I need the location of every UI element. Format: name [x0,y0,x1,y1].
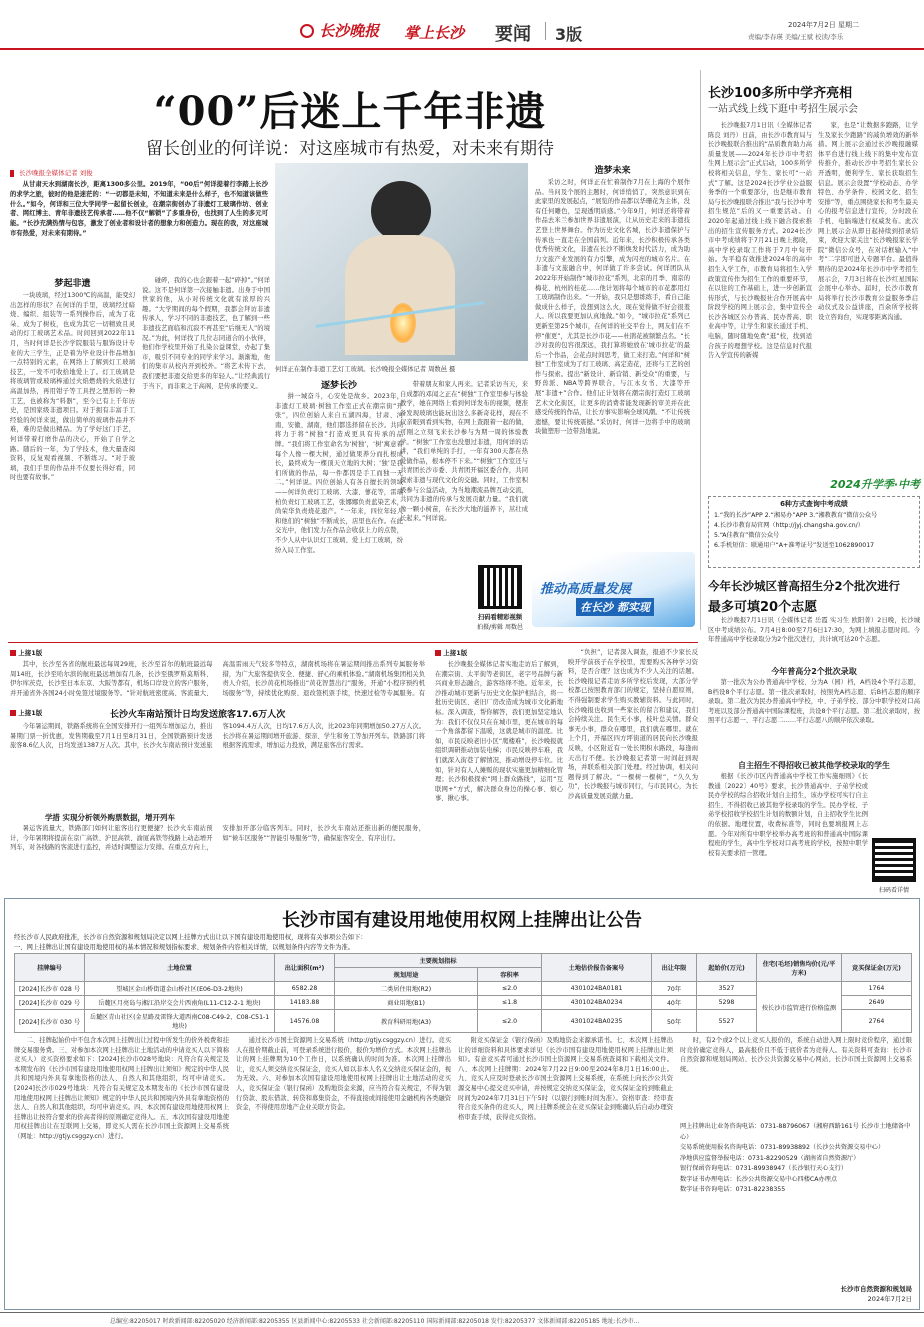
col5-text: 采访之时，何详正在忙着制作7月在上海的个展作品。当问及个展的主题时，何详悄悄了，突然意识到在此家里的发展起点，“展览的作品都以华珊花为主体，没有任何雕色，呈现透明质感。”今年9月，何详还将带着作品去米兰参加世界非遗展演，让从历史走来的非遗技艺登上世界舞台。作为历史文化名城，长沙非遗保护与传承也一直走在全国前列。近年来，长沙积极传承各类优秀传统文化，非遗在长沙不断焕发时代活力，成为助力文旅产业发展的有力引擎，成为闪亮的城市名片。在非遗与文旅融合中，何详做了许多尝试。何详团队从2022年开始制作“城市拉花”系列，北京的月季、南京的梅花、杭州的桂花……他计划将每个城市的市花都用灯工玻璃制作出来。“一开始，我只是想练练手，看自己能做成什么样子，没想到这么火，现在觉得做不好会很羞人。所以我要更加认真地做。”如今，“城市拉花”系列已更新至第25个城市，在何详的社交平台上，网友们在不停“催更”，尤其是长沙市花——杜鹃花被频繁点名。“长沙对我的包容很深远，我打算将她放在‘城市拉花’的最后一个作品，会花点时间思考，做工来打造。”何详和“树独”工作室成为了灯工玻璃、高定造花，还将与工艺的创作与探索。提出“新设计、新营销、新受众”的重要，与野兽派、NBA等跨界联合，与江永女书、大漆等开展“非遗+”合作。他们正计划将在潮宗街打造灯工玻璃艺术文化街区，让更多的消费者能发现新的审美并在此感受传统的作品，让长方事实影响全球风潮。“不让传统遗憾，要让传统震撼。”采访时，何详一边将手中的玻璃块做塑形一边带劲地说。 [535,179,690,436]
table-cell: 3527 [697,982,757,996]
expo-subtitle: 一站式线上线下逛中考招生展示会 [708,104,858,115]
table-cell: [2024]长沙市 029 号 [15,996,85,1010]
table-cell: 4301024BA0181 [542,982,652,996]
notice-sign-date: 2024年7月2日 [867,1295,912,1303]
col4-text: 带着朋友和家人再来。记者采访当天，来自成都的邓闻之正在“树独”工作室里参与体验教学，她在网络上看到何详发布的视频，便准备发现玻璃也能玩出这么多新奇花样，现在不仅亲眼到看到实物，在网上查跟着一起的做，可刚之立刻飞来长沙参与为期一周的体验教学。“树独”工作室也没想过非遗，用何详的话讲，“我们单纯的手打，一年有300天都在热爱做作品，根本停不下来。”“树独”工作室还与共青团长沙市委、共青团开福区委合作，共同探索非遗与现代文化的交融。同时，工作室积极参与公益活动，为当地潮流品牌互动交流，共同为非遗的传承与发展贡献力量。“我们就像一颗小树苗，在长沙大地的滋养下，茁壮成长起来。”何详说。 [400,381,528,523]
land-table [14,953,912,1033]
col3-text: 拼一城奋斗，心安处是故乡。2023年，非遗灯工玻璃·树独工作室正式在潮宗街“开张”，四位创始人来自五湖四海，甘肃、河南、安徽、湖南，他们都选择留在长沙。共同将力于将“树独”打造成更具有传承的品牌。“我们将工作室命名为‘树独’，‘树’寓意着每个人像一棵大树，通过做果养分而扎根成长，最终成为一棵顶天立地的大树；‘独’是我们所做的作品，每一件都因是手工而独一无二。”何详说。四位创始人有各自擅长的领域——何详负责灯工玻璃、大漆、蓼花等，雷瑞柏负责灯工玻璃工艺，张娜娜负责蓝染艺术，尚荣华负责烧花遗产。“一年来，四位年轻人和他们的“树独”不断成长，店里也在作。在此交光中，他们发力在作品会收获上力的点赞，不少人从中认识灯工玻璃、爱上灯工玻璃，纷纷入局工作室。 [275,393,403,554]
table-cell: 40年 [652,996,697,1010]
table-header: 容积率 [478,968,542,982]
col1-text: 一块玻璃，经过1300℃的高温，能变幻出怎样的形状？在何详的手里，玻璃经过暗烧、编织、组装等一系列操作后，成为了花朵、成为了树枝，也成为其它一切精致且灵动的灯工玻璃艺术品。时间回到2022年11月，当时何详是长沙学院服装与服饰设计专业的大三学生，正是着为毕业设计作品增加一点特别的元素，在网络上了解到灯工玻璃技艺，一发不可收拾地爱上了。灯工玻璃是将玻璃管或玻璃棒通过火焰燃烧的火焰进行高温加热，再用钳子等工具捏之塑形的一种工艺，也被称为“料器”，至今已有上千年历史，是国家级非遗项目。对于拥有丰富手工经验的何详来说，做出简单的玻璃作品并不难，难的是做出精品。为了学好这门手艺，何详带着打磨作品的决心，开始了自学之路。随后的一年，为了学技术，他大量查阅资料，反复观看视频、不断练习。“对于玻璃，我们手里的作品并不仅要长得好看，同时也要有故事。” [10,292,135,482]
table-cell: 5298 [697,996,757,1010]
contact-line: 数字证书咨询电话：0731-82238355 [680,1186,786,1193]
table-cell: 4301024BA0234 [542,996,652,1010]
jump-icon [435,650,441,656]
table-cell: [2024]长沙市 028 号 [15,982,85,996]
table-cell: 14183.88 [275,996,335,1010]
district-qr-code[interactable] [872,838,916,882]
notice-body-2: 通过长沙市国土资源网上交易系统（http://gtjy.csggzy.cn）进行。竞买人在报价期截止前，可登录系统进行报价，报价为增价方式。本次网上挂牌出让的网上挂牌期为10个工作日，以系统确认的时间为准。本次网上挂牌出让，竞买人须交纳竞买保证金，竞买人如以非本人名义交纳竞买保证金的，视为无效。六、对参加本次国有建设用地使用权网上挂牌出让土地活动的竞买人，竞买保证金（银行保函）及购地资金来源，应当符合有关规定，不得为银行贷款、股东借款、转贷和募集资金，不得直接或间接使用金融机构各类融资资金，不得使用房地产企业关联方资金。 [236,1037,451,1112]
district-text: 长沙晚报7月1日讯（全媒体记者 岳霞 实习生 欧阳菁）2日晚，长沙城区中考成绩公布。7月4日8:00至7月6日17:30，为网上填报志愿时间。今年普通高中学校录取分为2个批次进行，共计填可达20个志愿。 [708,617,920,644]
lead-subhead: 留长创业的何详说：对这座城市有热爱，对未来有期待 [146,139,554,159]
table-header: 规划用途 [335,968,478,982]
table-cell: 商业用地(B1) [335,996,478,1010]
table-cell: ≤2.0 [478,1010,542,1033]
newspaper-logo [300,20,400,42]
notice-title: 长沙市国有建设用地使用权网上挂牌出让公告 [282,910,642,931]
table-cell: 5527 [697,1010,757,1033]
notice-table [14,953,912,1033]
section-rule [8,642,698,643]
jump3-tag [435,648,467,657]
table-cell-note: 按长沙市监管进行价格监测 [757,982,842,1033]
masthead-rule [0,48,924,50]
box-title: 6种方式查询中考成绩 [780,500,848,508]
col3-heading: 逐梦长沙 [320,381,357,391]
jump2-data-title: 长沙火车南站预计日均发送旅客17.6万人次 [110,710,286,720]
banner-line2: 在长沙 都实现 [576,598,654,616]
page-number: 3版 [555,25,583,44]
expo-logo: 2024升学季·中考 [830,478,920,491]
photo-flame [390,303,416,343]
table-header: 出让年限 [652,954,697,982]
table-header: 起始价(万元) [697,954,757,982]
notice-sub: 一、网上挂牌出让国有建设用地使用权的基本情况和规划指标要求、规划条件内容相关详情，以规划条件内容等文件为准。 [14,944,355,951]
table-header: 挂牌编号 [15,954,85,982]
jump2-subheading: 学措 实现分析领外购票数据，增开列车 [44,813,176,822]
box-item: 1.“我的长沙”APP 2.“湘易办”APP 3.“湘教教育”微信公众号 [714,512,878,519]
notice-contacts [680,1122,912,1196]
table-cell: 4301024BA0235 [542,1010,652,1033]
box-item: 6.手机短信：联通用户“A+准考证号”发送至1062890017 [714,542,875,549]
table-header: 土地估价报告备案号 [542,954,652,982]
table-cell: 6582.28 [275,982,335,996]
vertical-rule [700,70,701,630]
jump2-p2: 暑运客流量大，铁路部门如何让旅客出行更便捷？长沙火车南站预计，今年暑期将提前在京广高铁、沪昆高铁、渝厦高铁等线路上动态增开列车，对各线路的客流进行监控，并适时调整运力安排。在重点方向上，安排加开部分临客列车。同时，长沙火车南站还推出新的便民服务，如“候车区服务”“智能引导服务”等，确保旅客安全、有序出行。 [10,825,425,852]
table-cell: 14576.08 [275,1010,335,1033]
box-item: 5.“A佳教育”微信公众号 [714,532,780,539]
district-p2: 根据《长沙市区内普通高中学校工作实施细则》《长教通〔2022〕40号》要求，长沙普通高中、子弟学校或民办学校的综合招收计划自主招生，该办学校可实行自主招生、不得招收已被其他学校录取的学生。民办学校、子弟学校招收学校招生计划的数额计划，自主招收学生比例的依据。地理位置，收费标准等，同时也要填报网上志愿。今年对所有中职学校举办高考班的和普通高中国际课程班的学生，高中生学校对口高考班的学校，按照中职学校有关要求招一管理。 [708,773,868,857]
jump3-text: 长沙晚报全媒体记者实地走访后了解到，在潮宗街、太平街等老街区，老字号品牌与新兴商业形态融合，游客络绎不绝。近年来，长沙推动城市更新与历史文化保护相结合，将一批历史街区、老旧厂房改造成为城市文化新地标。深入调查，帮你解答，我们更加坚定地认为：我们不仅仅只在在城市里，更在城市的每一个角落都留下温暖，这就是城市的温度。比如，市民反映老旧小区“爬楼难”，长沙晚报就组织调研推动加装电梯；市民反映停车难，我们就深入街巷了解情况，推动增设停车位。比如，针对有人人摊贩的现状实施更加精细化管理；长沙积极探索“网上群众路线”，运用“互联网+”方式，解决群众身边的操心事、烦心事、揪心事。 [435,661,563,803]
banner-line1: 推动高质量发展 [540,582,632,597]
table-cell: 2649 [842,996,912,1010]
jump-icon [10,650,16,656]
jump2-tag-text: 上接1版 [18,709,43,717]
district-qr-label: 扫码看详情 [878,887,909,894]
table-header-group: 主要规划指标 [335,954,542,968]
col5-heading: 造梦未来 [594,166,631,176]
table-header: 住宅(毛坯)销售均价(元/平方米) [757,954,842,982]
notice-body-3: 附竞买保证金（银行保函）及购地资金来源承诺书。七、本次网上挂牌出让的详细资料和具体要求详见《长沙市国有建设用地使用权网上挂牌出让须知》。有意竞买者可通过长沙市国土资源网上交易系统查阅和下载相关文件。八、本次网上挂牌期：2024年7月22日9:00至2024年8月1日16:00止。九、竞买人应及时登录长沙市国土资源网上交易系统，在系统上向长沙公共资源交易中心提交竞买申请，并按规定交纳竞买保证金，竞买保证金的到账截止时间为2024年7月31日下午5时（以银行到账时间为准）。资格审查：经审查符合竞买条件的竞买人，网上挂牌系统会在竞买保证金到账确认后自动办理资格审查手续，获得竞买资格。 [458,1037,673,1121]
notice-intro: 经长沙市人民政府批准，长沙市自然资源和规划局决定以网上挂牌方式出让以下国有建设用地使用权，现将有关事项公告如下： [14,934,367,941]
masthead [0,0,924,50]
district-subtitle: 最多可填20个志愿 [708,600,818,615]
lead-intro: 从甘肃天水到湖南长沙，距离1300多公里。2019年，“00后”何详提着行李踏上长沙的求学之旅，彼时的他是迷茫的：“一切都是未知，不知道未来是什么样子，也不知道该做些什么。”如今，何详和三位大学同学一起留长创业，在潮宗街创办了非遗灯工玻璃作坊、创业者、网红博主、青年非遗技艺传承者……他不仅“解锁”了多重身份，也找到了人生的多元可能。“长沙充满热情与包容，激发了创业者和设计者的想象力和创造力。现在的我，对这座城市有热爱，对未来有期待。” [10,181,268,237]
issue-date: 2024年7月2日 星期二 [788,21,859,29]
table-cell: 教育科研用地(A3) [335,1010,478,1033]
section-title: 要闻 [495,24,531,45]
byline [10,168,93,177]
score-query-box [708,496,920,568]
district-h2: 自主招生不得招收已被其他学校录取的学生 [738,761,890,770]
logo-mark-icon [300,24,314,38]
table-cell: 望城区金山桥街道金山桥社区(E06-D3-2地块) [85,982,275,996]
qr-label: 扫码看精彩视频 [477,614,523,621]
district-p1: 第一批次为公办普通高中学校、分为A（园）档，A档设4个平行志愿，B档设8个平行志愿。第一批次录取时，按照先A档志愿、后B档志愿的顺序录取。第二批次为民办普通高中学校，中、子弟学校、部分中职学校对口高考班以及部分普通高中国际课程班，共设8个平行志愿。第二批次录取时，按照平行志愿一、平行志愿二……平行志愿八的顺序依次录取。 [708,679,920,725]
table-cell: 岳麓区月亮岛与湘江沿岸交会片西南角(L11-C12-2-1 地块) [85,996,275,1010]
contact-line: 交易系统使用报名咨询电话：0731-89938892（长沙公共资源交易中心） [680,1144,885,1151]
district-h1: 今年普高分2个批次录取 [771,667,857,676]
footer-rule [0,1312,924,1313]
jump1-tag-text: 上接1版 [18,649,43,657]
video-qr-code[interactable] [478,565,522,609]
qr-credit: 拍摄/剪辑 周数邑 [477,624,523,631]
table-cell: ≤1.8 [478,996,542,1010]
table-header: 竞买保证金(万元) [842,954,912,982]
jump3-text-2: “负担”，记者深入调查，报道不少家长反映开学前孩子在学校里，需要购买各种学习资料，是否合理？这也成为不少人关注的话题。长沙晚报记者走访多所学校后发现，大部分学校都已按照教育部门的规定，坚持自愿原则，不得强制要求学生购买教辅资料。与此同时，长沙晚报也收到一些家长的留言和建议，我们会持续关注。民生无小事，枝叶总关情。群众事无小事，群众在哪里，我们就在哪里。就在上个月，开福区四方坪街道的居民向长沙晚报反映，小区附近有一处长期积水路段，每逢雨天出行不便。长沙晚报记者第一时间赶到现场，并联系相关部门处理。经过协调，相关问题得到了解决。“一棵树一棵树”，“久久为功”，长沙晚报与城市同行，与市民同心，为长沙高质量发展贡献力量。 [568,649,698,800]
table-cell: ≤2.0 [478,982,542,996]
jump3-tag-text: 上接1版 [443,649,468,657]
lead-photo [275,163,528,361]
expo-title: 长沙100多所中学齐亮相 [708,86,853,101]
jump-icon [10,710,16,716]
jump2-text: 今年暑运期间，铁路系统将在全国安排开行一组列车增加运力，推出暑期门票一折优惠，发售期截至7月1日至8月31日，全国铁路预计发送旅客8.6亿人次，日均发送1387万人次。其中，长沙火车南站预计发送旅客1094.4万人次，日均17.6万人次，比2023年同期增加50.27万人次。长沙将在暑运期间增开旅游、探亲、学生和务工等加开列车。铁路部门将根据客流需求，增加运力投放，满足旅客出行需求。 [10,723,425,750]
photo-caption: 何详正在制作非遗工艺灯工玻璃。长沙晚报全媒体记者 周数邑 摄 [275,366,456,373]
logo-text: 长沙晚报 [319,22,380,40]
table-cell: 岳麓区青山社区(金星路及雷锋大道西南C08-C49-2、C08-C51-1地块) [85,1010,275,1033]
byline-marker-icon [10,170,14,177]
feature-banner [532,552,695,627]
jump1-text: 其中，长沙至各省的航班最远每周29班，长沙至首尔的航班最远每周14班，长沙至哈尔滨的航班最远增加有几条，长沙至俄罗斯莫斯科、伊尔库茨克，长沙至日本东京、大阪等都有，机场口岸设立的客户服务，并开通省外各国24小时免签过境服务等。“针对航班密度高、客流量大、高温雷雨天气较多等特点，湖南机场将在暑运期间推出系列专属服务举措，为广大旅客提供安全、便捷、舒心的乘机体验。”湖南机场集团相关负责人介绍，长沙黄花机场推出“黄花智慧出行”服务，开通“小程序预约机场服务”等，持续优化购票、退改签机票手续，快速过检等专属服务。有 [10,661,425,697]
box-item: 4.长沙市教育局官网（http://jyj.changsha.gov.cn/） [714,522,864,529]
notice-body-1: 二、挂牌起始价中不包含本次网上挂牌出让过程中所发生的价外税费和挂牌交易服务费。三、对参加本次网上挂牌出让土地活动的申请竞买人以下简称竞买人）竞买资格要求如下：[2024]长沙市028号地块：凡符合有关规定及本期发布的《长沙市国有建设用地使用权网上挂牌出让须知》规定的中华人民共和国境内外具有拿地资格的法人、自然人和其他组织，均可申请竞买。[2024]长沙市029号地块：凡符合有关规定及本期发布的《长沙市国有建设用地使用权网上挂牌出让须知》规定的中华人民共和国境内外具有拿地资格的法人、自然人和其他组织，均可申请竞买。四、本次国有建设用地使用权网上挂牌出让按符合要求的价高者得的原则确定竞得人。五、本次国有建设用地使用权挂牌出让在互联网上交易，即竞买人需在长沙市国土资源网上交易系统（网址：http://gtjy.csggzy.cn）进行。 [14,1037,229,1140]
table-row [15,982,912,996]
slogan: 掌上长沙 [404,24,465,42]
jump2-tag [10,708,42,717]
table-cell: 70年 [652,982,697,996]
table-header: 出让面积(m²) [275,954,335,982]
expo-text: 长沙晚报7月1日讯（全媒体记者 陈良 刘丹）日前，由长沙市教育局与长沙晚报联合推出的“品质教育助力高质量发展——2024年长沙市中考招生网上展示会”正式启动，100多所学校将相关信息，学生、家长可“一站式”了解。这是2024长沙学业公益服务季的一个重要部分，也是继市教育局与长沙晚报联合推出“我与长沙中考招生规范”后的又一重要活动。自2020年起通过线上线下融合探索推出的招生宣传服务方式。2024长沙市中考成绩将于7月21日晚上揭晓，高中学校录取工作将于7月中旬开始。为平稳有效推进2024年的高中招生入学工作，市教育局将招生入学政策宣传作为招生工作的重要环节，在以往的工作基础上，进一步创新宣传形式，与长沙晚报社合作开展高中阶段学校的网上展示会，集中宣传全长沙各城区公办普高、民办普高、职业高中等，让学生和家长通过手机、电脑，随时随地免费“逛”校，找到适合孩子的理想学校。这是信息时代报告入学宣传的新媒 [708,122,812,360]
expo-text-2: 家，也是“让数据多跑路，让学生及家长少跑路”的减负增效的新举措。网上展示会通过长沙晚报融媒体平台进行线上线下的集中发布宣传推介，推动长沙中考招生家长公开透明，便利学生、家长获取招生信息。展示会设置“学校动态、办学特色、办学条件、校园文化、招生安排”等，重点围绕家长和考生最关心的报考信息进行宣传，分时段在手机、电脑端进行权威发布。此次网上展示会从即日起持续到招录结束，欢迎大家关注“长沙晚报家长学院”微信公众号，在对话框输入“中考”二字即可进入专题平台。最值得期待的是2024年长沙市中学考招生展示会，7月3日将在长沙红星国际会展中心举办。届时，长沙市教育局将举行长沙市教育公益服务季启动仪式及公益讲座，百余所学校将设立咨询台，实现零距离沟通。 [818,122,918,321]
table-header: 土地位置 [85,954,275,982]
divider [545,22,546,40]
footer-contacts: 总编室:82205017 时政新闻部:82205020 经济新闻部:82205355 区县新闻中心:82205533 社会新闻部:82205110 国际新闻部:82205018 发行:82205377 文体新闻部:82205185 地址:长沙市... [110,1318,640,1325]
contact-line: 银行保函咨询电话：0731-89938947（长沙银行天心支行） [680,1165,848,1172]
table-cell: 50年 [652,1010,697,1033]
district-title: 今年长沙城区普高招生分2个批次进行 [708,579,900,593]
contact-line: 数字证书办理电话：长沙公共资源交易中心四楼CA办理点 [680,1175,838,1183]
editors: 责编/李春瑛 美编/王斌 校读/李乐 [748,33,844,41]
col2-text: 碰碎，我的心也会跟着一起“碎掉”。”何详说。这不是何详第一次接触非遗。出身于中国世家的他，从小对传统文化就有浓厚的兴趣。“大学期间的每个假期，我都会拜访非遗传承人，学习不同的非遗技艺，也了解到一些非遗技艺面临和沉寂不再甚至“后继无人”的境况。”为此，何详找了几位志同道合的小伙伴，他们作学校里开始了扎染公益课堂，办起了集市，吸引不同专业的同学来学习。渐渐地，他们的集市从校内开到校外。“将艺术传下去，我们要把非遗交给更多的年轻人。”让经典流行于当下，而非束之于高阁，是传承的要义。 [142,277,270,390]
table-cell: [2024]长沙市 030 号 [15,1010,85,1033]
jump1-tag [10,648,42,657]
byline-text: 长沙晚报全媒体记者 刘俊 [19,169,93,177]
notice-body-4: 时，有2个或2个以上竞买人报价的，系统自动进入网上限时竞价程序，通过限时竞价确定竞得人，最高报价且不低于底价者为竞得人。有关资料可查询：长沙市自然资源和规划局网站、长沙公共资源交易中心网站、长沙市国土资源网上交易系统。 [680,1037,912,1073]
notice-signer: 长沙市自然资源和规划局 [840,1285,912,1293]
contact-line: 网上挂牌出让业务咨询电话：0731-88796067（湘府西路161号 长沙市土地储备中心） [680,1123,911,1141]
contact-line: 净地供应监督举报电话：0731-82290529（湖南省自然资源厅） [680,1154,860,1162]
table-cell: 二类居住用地(R2) [335,982,478,996]
table-cell: 2764 [842,1010,912,1033]
col1-heading: 梦起非遗 [54,279,91,289]
photo-person [371,181,431,241]
lead-headline: “00”后迷上千年非遗 [153,88,547,135]
table-cell: 1764 [842,982,912,996]
